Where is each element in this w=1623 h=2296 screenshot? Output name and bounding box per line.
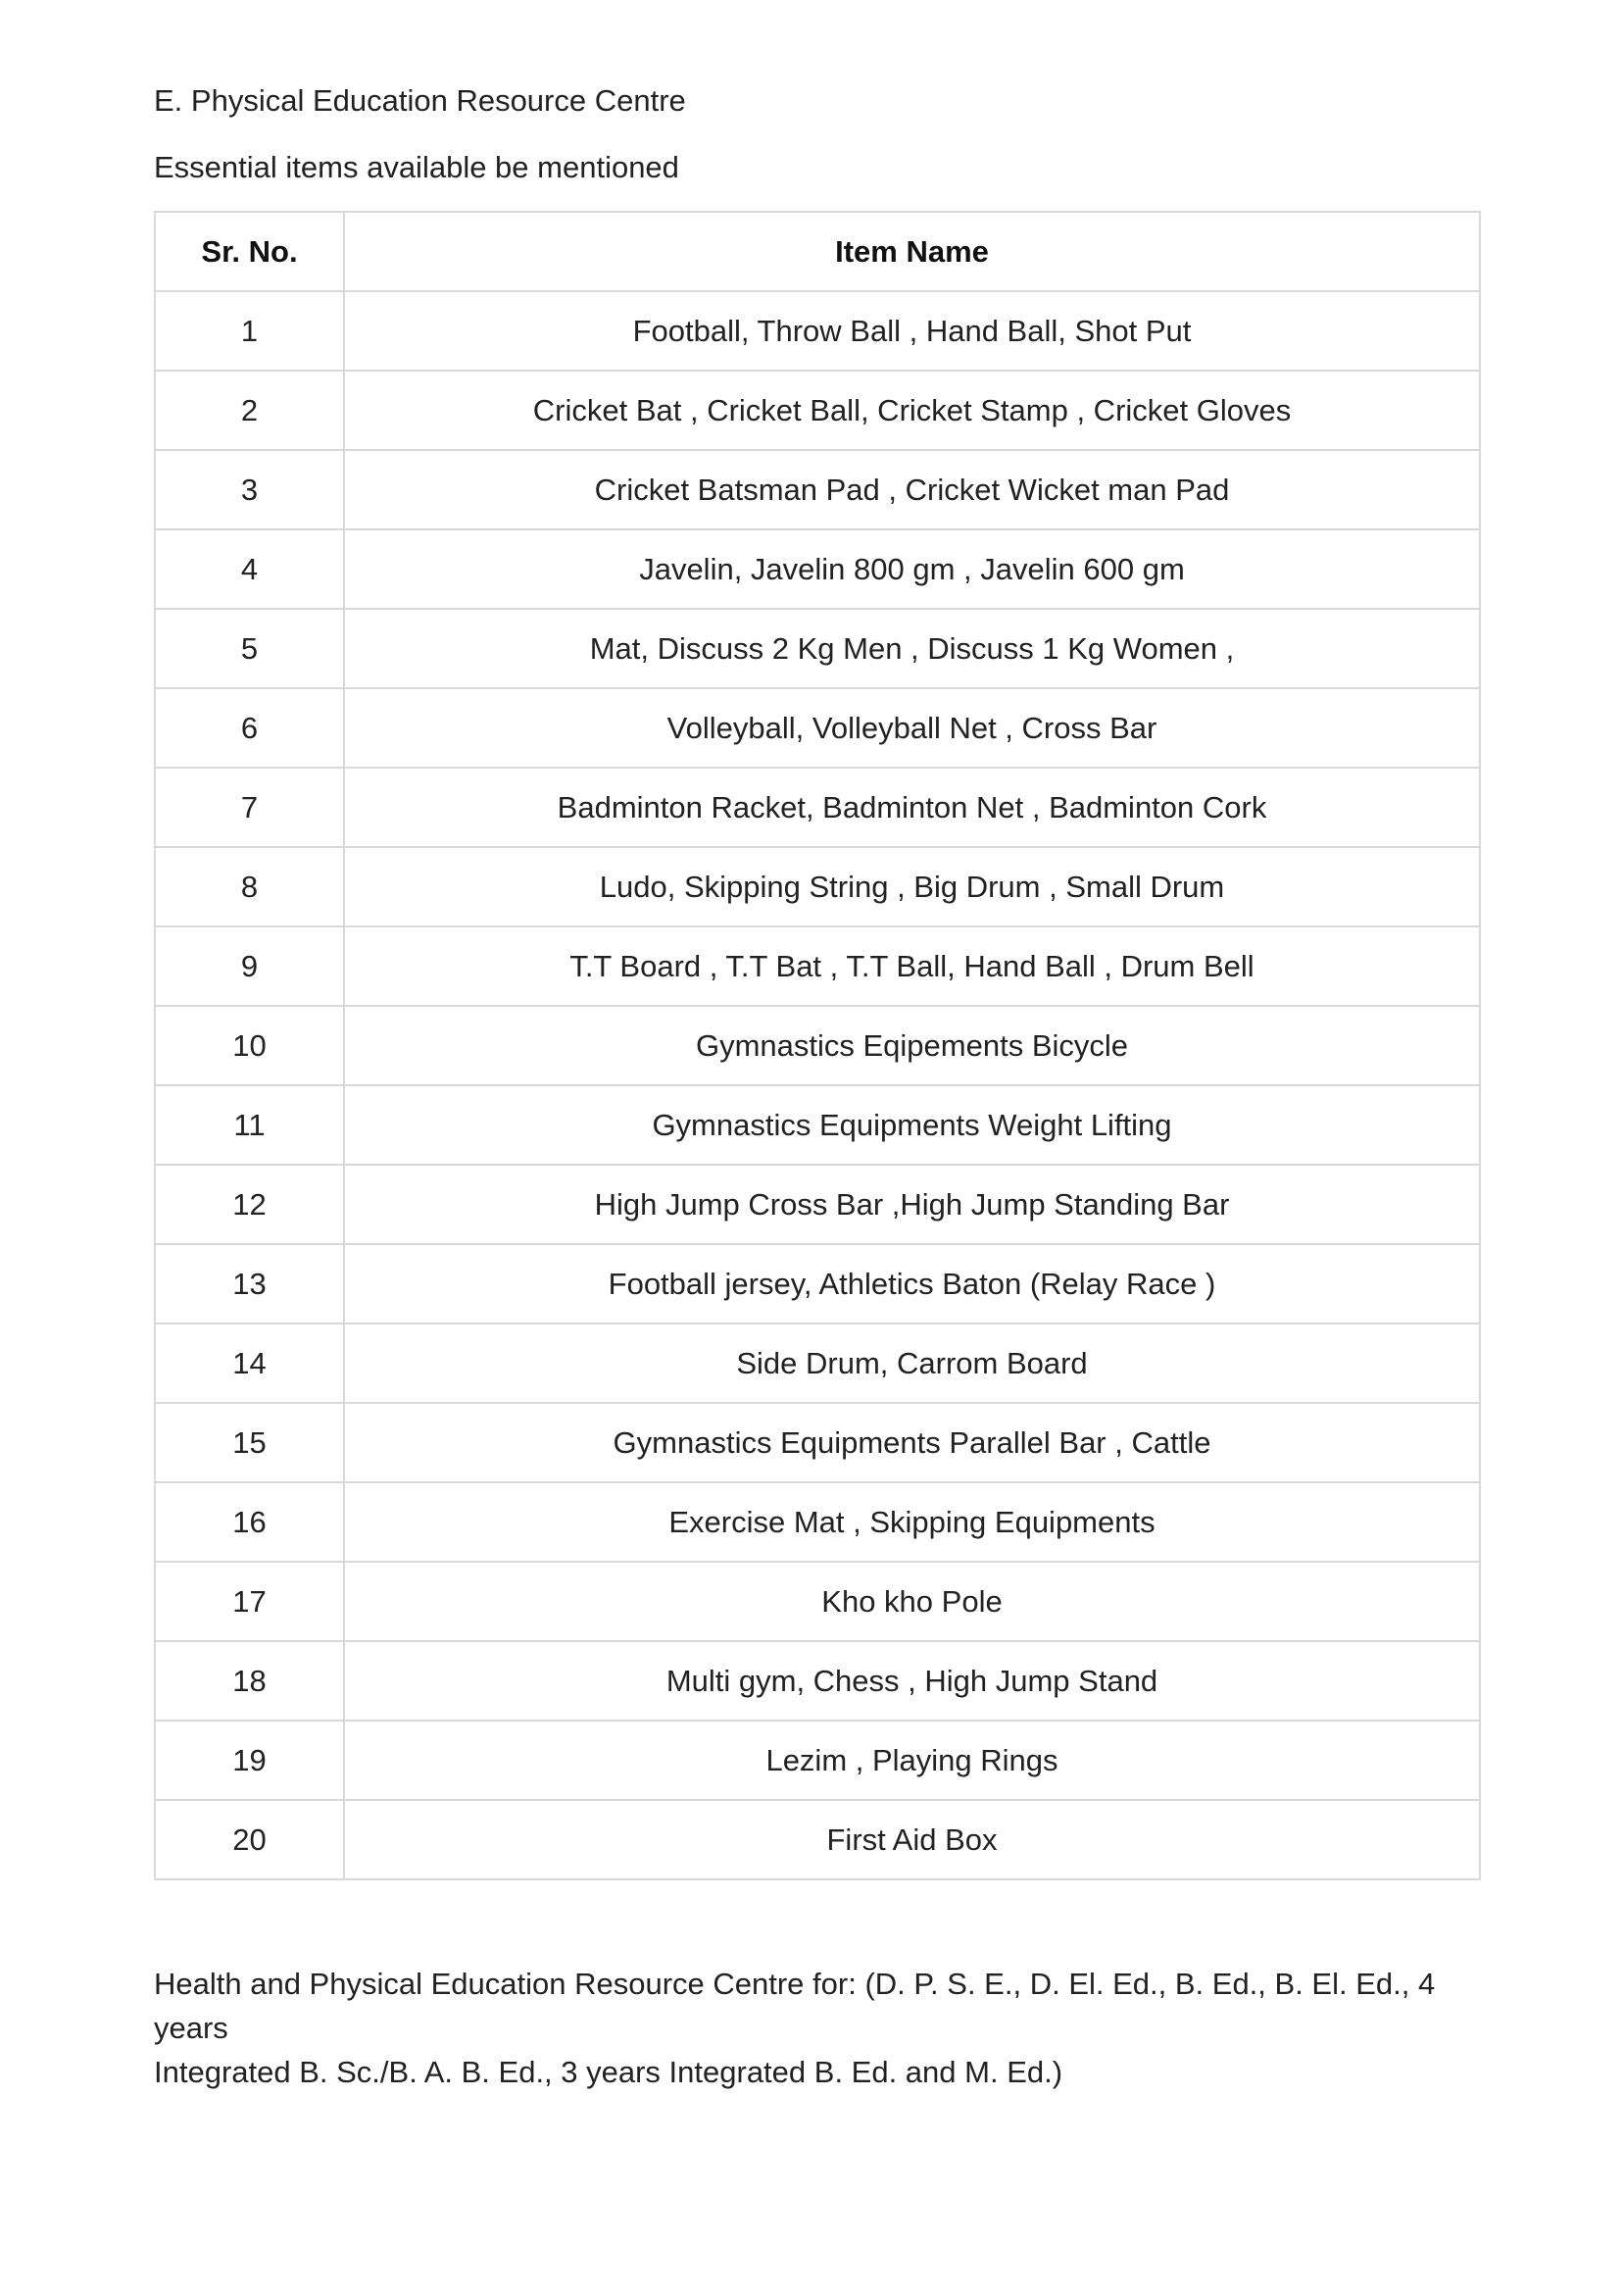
section-title: E. Physical Education Resource Centre bbox=[154, 83, 686, 118]
row-item-name: Cricket Batsman Pad , Cricket Wicket man Pad bbox=[344, 450, 1480, 529]
row-item-name: Gymnastics Eqipements Bicycle bbox=[344, 1006, 1480, 1085]
row-item-name: Multi gym, Chess , High Jump Stand bbox=[344, 1641, 1480, 1721]
table-row bbox=[155, 1323, 1480, 1403]
row-item-name: Cricket Bat , Cricket Ball, Cricket Stamp , Cricket Gloves bbox=[344, 371, 1480, 450]
row-item-name: Side Drum, Carrom Board bbox=[344, 1323, 1480, 1403]
table-row bbox=[155, 768, 1480, 847]
row-item-name: Football jersey, Athletics Baton (Relay Race ) bbox=[344, 1244, 1480, 1323]
table-row bbox=[155, 371, 1480, 450]
row-item-name: High Jump Cross Bar ,High Jump Standing Bar bbox=[344, 1165, 1480, 1244]
row-sr-no: 10 bbox=[155, 1006, 344, 1085]
row-sr-no: 5 bbox=[155, 609, 344, 688]
table-row bbox=[155, 609, 1480, 688]
row-sr-no: 15 bbox=[155, 1403, 344, 1482]
row-sr-no: 19 bbox=[155, 1721, 344, 1800]
table-row bbox=[155, 1006, 1480, 1085]
table-row bbox=[155, 1085, 1480, 1165]
table-row bbox=[155, 450, 1480, 529]
section-subtitle: Essential items available be mentioned bbox=[154, 150, 679, 184]
row-item-name: Lezim , Playing Rings bbox=[344, 1721, 1480, 1800]
row-sr-no: 18 bbox=[155, 1641, 344, 1721]
row-sr-no: 16 bbox=[155, 1482, 344, 1562]
table-row bbox=[155, 529, 1480, 609]
footer-note bbox=[154, 1962, 1506, 2094]
row-sr-no: 12 bbox=[155, 1165, 344, 1244]
row-sr-no: 6 bbox=[155, 688, 344, 768]
table-row bbox=[155, 1800, 1480, 1879]
row-sr-no: 3 bbox=[155, 450, 344, 529]
row-item-name: Football, Throw Ball , Hand Ball, Shot Put bbox=[344, 291, 1480, 371]
row-sr-no: 1 bbox=[155, 291, 344, 371]
row-item-name: Ludo, Skipping String , Big Drum , Small Drum bbox=[344, 847, 1480, 926]
table-header-row bbox=[155, 212, 1480, 291]
row-sr-no: 4 bbox=[155, 529, 344, 609]
table-row bbox=[155, 688, 1480, 768]
row-item-name: Badminton Racket, Badminton Net , Badminton Cork bbox=[344, 768, 1480, 847]
items-table bbox=[154, 211, 1481, 1880]
footer-line-2: Integrated B. Sc./B. A. B. Ed., 3 years Integrated B. Ed. and M. Ed.) bbox=[154, 2055, 1063, 2089]
table-row bbox=[155, 1482, 1480, 1562]
row-sr-no: 17 bbox=[155, 1562, 344, 1641]
table-row bbox=[155, 1165, 1480, 1244]
row-sr-no: 13 bbox=[155, 1244, 344, 1323]
table-row bbox=[155, 1721, 1480, 1800]
row-item-name: Gymnastics Equipments Weight Lifting bbox=[344, 1085, 1480, 1165]
table-row bbox=[155, 1641, 1480, 1721]
footer-line-1: Health and Physical Education Resource Centre for: (D. P. S. E., D. El. Ed., B. Ed., B. El. Ed., 4 years bbox=[154, 1967, 1436, 2045]
row-item-name: Kho kho Pole bbox=[344, 1562, 1480, 1641]
row-sr-no: 9 bbox=[155, 926, 344, 1006]
row-item-name: Javelin, Javelin 800 gm , Javelin 600 gm bbox=[344, 529, 1480, 609]
header-sr-no: Sr. No. bbox=[155, 212, 344, 291]
table-row bbox=[155, 926, 1480, 1006]
row-item-name: T.T Board , T.T Bat , T.T Ball, Hand Ball , Drum Bell bbox=[344, 926, 1480, 1006]
table-row bbox=[155, 1562, 1480, 1641]
header-item-name: Item Name bbox=[344, 212, 1480, 291]
table-row bbox=[155, 847, 1480, 926]
row-sr-no: 2 bbox=[155, 371, 344, 450]
row-sr-no: 7 bbox=[155, 768, 344, 847]
row-item-name: Exercise Mat , Skipping Equipments bbox=[344, 1482, 1480, 1562]
row-item-name: Mat, Discuss 2 Kg Men , Discuss 1 Kg Women , bbox=[344, 609, 1480, 688]
row-item-name: First Aid Box bbox=[344, 1800, 1480, 1879]
table-body bbox=[155, 291, 1480, 1879]
row-sr-no: 11 bbox=[155, 1085, 344, 1165]
table-row bbox=[155, 1244, 1480, 1323]
row-sr-no: 14 bbox=[155, 1323, 344, 1403]
row-item-name: Volleyball, Volleyball Net , Cross Bar bbox=[344, 688, 1480, 768]
table-row bbox=[155, 291, 1480, 371]
row-sr-no: 8 bbox=[155, 847, 344, 926]
row-item-name: Gymnastics Equipments Parallel Bar , Cattle bbox=[344, 1403, 1480, 1482]
document-page bbox=[154, 80, 1479, 1880]
table-row bbox=[155, 1403, 1480, 1482]
row-sr-no: 20 bbox=[155, 1800, 344, 1879]
